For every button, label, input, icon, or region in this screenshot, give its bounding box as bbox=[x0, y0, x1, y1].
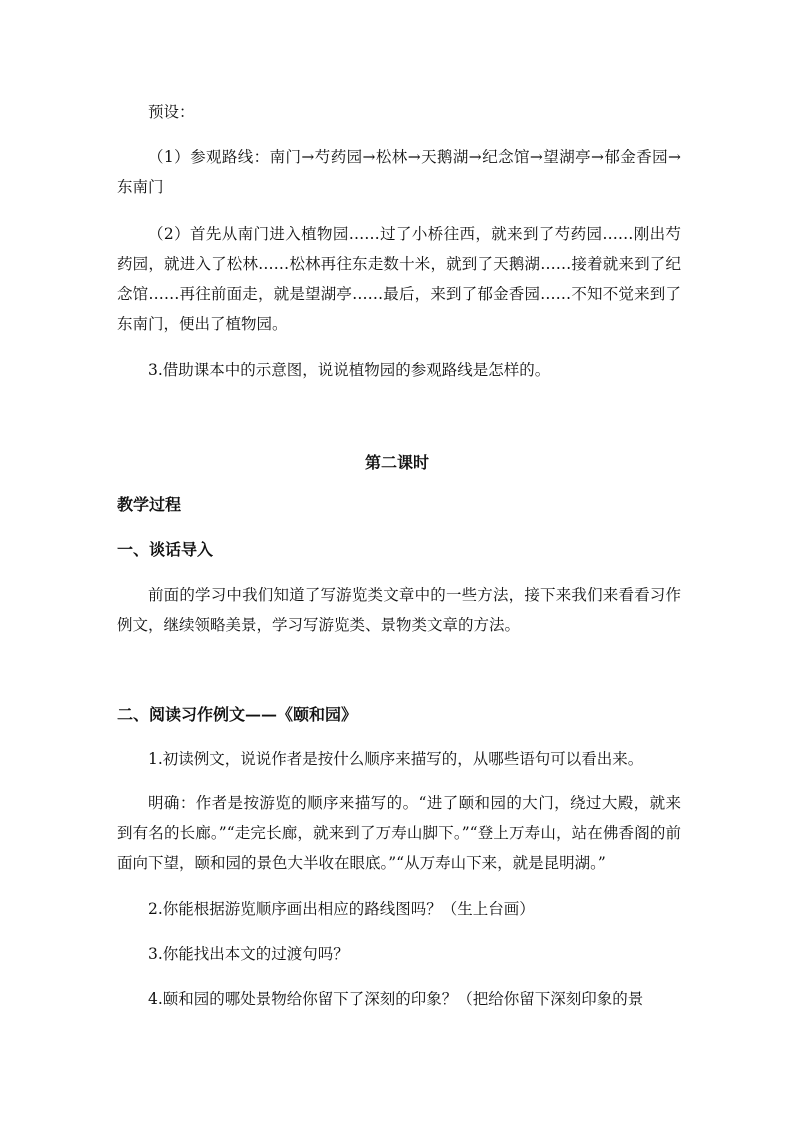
list-item-3: 3.借助课本中的示意图，说说植物园的参观路线是怎样的。 bbox=[148, 361, 551, 379]
section-1-heading: 一、谈话导入 bbox=[117, 540, 214, 559]
section-2-item-1: 1.初读例文，说说作者是按什么顺序来描写的，从哪些语句可以看出来。 bbox=[148, 750, 644, 768]
section-2-item-4: 4.颐和园的哪处景物给你留下了深刻的印象？（把给你留下深刻印象的景 bbox=[148, 990, 644, 1008]
section-2-item-3: 3.你能找出本文的过渡句吗？ bbox=[148, 945, 349, 963]
lesson-title: 第二课时 bbox=[364, 453, 429, 472]
route-list-item-1: （1）参观路线：南门→芍药园→松林→天鹅湖→纪念馆→望湖亭→郁金香园→东南门 bbox=[117, 148, 681, 196]
section-1-paragraph: 前面的学习中我们知道了写游览类文章中的一些方法，接下来我们来看看习作例文，继续领略美景，学习写游览类、景物类文章的方法。 bbox=[117, 586, 681, 634]
section-2-answer: 明确：作者是按游览的顺序来描写的。“进了颐和园的大门，绕过大殿，就来到有名的长廊。”“走完长廊，就来到了万寿山脚下。”“登上万寿山，站在佛香阁的前面向下望，颐和园的景色大半收在眼底。”“从万寿山下来，就是昆明湖。” bbox=[117, 794, 681, 872]
section-2-item-2: 2.你能根据游览顺序画出相应的路线图吗？（生上台画） bbox=[148, 900, 535, 918]
section-2-heading: 二、阅读习作例文——《颐和园》 bbox=[117, 705, 358, 724]
preset-label: 预设： bbox=[148, 103, 195, 121]
route-list-item-2: （2）首先从南门进入植物园……过了小桥往西，就来到了芍药园……刚出芍药园，就进入了松林……松林再往东走数十米，就到了天鹅湖……接着就来到了纪念馆……再往前面走，就是望湖亭……最后，来到了郁金香园……不知不觉来到了东南门，便出了植物园。 bbox=[117, 225, 681, 333]
process-heading: 教学过程 bbox=[117, 495, 182, 514]
